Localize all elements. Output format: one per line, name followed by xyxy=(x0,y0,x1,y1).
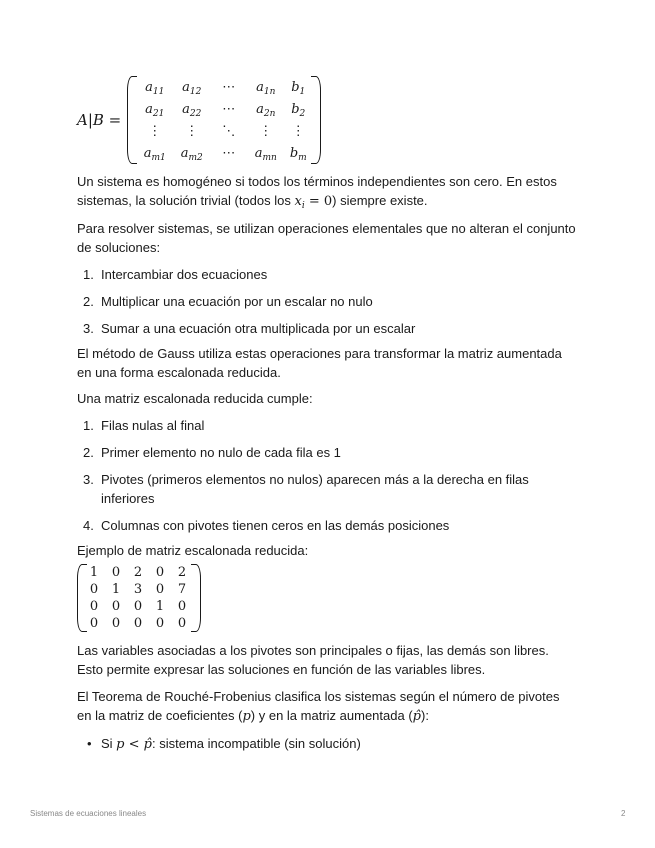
augmented-matrix xyxy=(127,76,321,164)
matrix-cell: $a_{m2}$ xyxy=(180,145,203,163)
gauss-paragraph: El método de Gauss utiliza estas operaciones para transformar la matriz aumentada en una forma escalonada reducida. xyxy=(77,346,562,380)
matrix-cell: $b_2$ xyxy=(291,101,306,119)
matrix-cell: $a_{12}$ xyxy=(182,79,202,97)
matrix-cell: $a_{2n}$ xyxy=(256,101,276,119)
matrix-cell: 1 xyxy=(155,599,165,614)
augmented-matrix-block xyxy=(77,74,577,166)
list-item: • Si p < p̂: sistema incompatible (sin solución) xyxy=(87,736,361,752)
matrix-cell: 2 xyxy=(177,565,187,580)
matrix-cell: ⋮ xyxy=(185,123,199,139)
matrix-row xyxy=(136,142,312,164)
matrix-cell: $a_{22}$ xyxy=(182,101,202,119)
list-item: 2. Primer elemento no nulo de cada fila es 1 xyxy=(83,445,341,460)
matrix-cell: ⋱ xyxy=(222,123,236,139)
matrix-row xyxy=(83,615,193,632)
matrix-cell: ⋯ xyxy=(222,101,236,117)
matrix-row xyxy=(136,120,312,142)
matrix-cell: 0 xyxy=(89,616,99,631)
matrix-cell: 0 xyxy=(111,616,121,631)
matrix-cell: ⋯ xyxy=(222,79,236,95)
elementary-ops-list xyxy=(77,265,577,338)
matrix-cell: 0 xyxy=(133,599,143,614)
matrix-cell: $a_{mn}$ xyxy=(254,145,277,163)
example-intro: Ejemplo de matriz escalonada reducida: xyxy=(77,543,309,558)
matrix-row xyxy=(83,598,193,615)
footer-title: Sistemas de ecuaciones lineales xyxy=(30,809,147,818)
matrix-cell: $b_1$ xyxy=(291,79,306,97)
matrix-cell: 3 xyxy=(133,582,143,597)
variables-paragraph: Las variables asociadas a los pivotes son principales o fijas, las demás son libres. Esto permite expresar las soluciones en función de las variables libres. xyxy=(77,643,549,677)
rouche-cases-list xyxy=(77,734,577,754)
matrix-cell: ⋮ xyxy=(148,123,162,139)
reduced-echelon-conditions xyxy=(77,416,577,535)
matrix-cell: 0 xyxy=(89,599,99,614)
matrix-cell: 0 xyxy=(177,616,187,631)
matrix-cell: 2 xyxy=(133,565,143,580)
reduced-echelon-intro: Una matriz escalonada reducida cumple: xyxy=(77,391,313,406)
matrix-cell: 7 xyxy=(177,582,187,597)
matrix-row xyxy=(83,581,193,598)
homogeneous-paragraph: Un sistema es homogéneo si todos los términos independientes son cero. En estos sistemas, la solución trivial (todos los $x_i = 0$) siempre existe. xyxy=(77,174,557,211)
matrix-cell: ⋮ xyxy=(291,123,305,139)
matrix-cell: $a_{11}$ xyxy=(145,79,165,97)
matrix-label: A|B = xyxy=(77,111,122,129)
matrix-cell: 0 xyxy=(111,599,121,614)
page-number: 2 xyxy=(621,809,626,818)
list-item: 4. Columnas con pivotes tienen ceros en las demás posiciones xyxy=(83,518,450,533)
matrix-cell: 0 xyxy=(133,616,143,631)
matrix-row xyxy=(83,564,193,581)
list-item: 1. Intercambiar dos ecuaciones xyxy=(83,267,268,282)
matrix-cell: $a_{1n}$ xyxy=(256,79,276,97)
matrix-cell: $a_{m1}$ xyxy=(143,145,166,163)
example-matrix xyxy=(77,564,201,632)
page-content xyxy=(77,72,577,754)
matrix-cell: 0 xyxy=(155,565,165,580)
matrix-cell: 1 xyxy=(111,582,121,597)
matrix-cell: 0 xyxy=(89,582,99,597)
matrix-cell: ⋯ xyxy=(222,145,236,161)
list-item: 1. Filas nulas al final xyxy=(83,418,205,433)
list-item: 3. Pivotes (primeros elementos no nulos) aparecen más a la derecha en filas inferiores xyxy=(83,472,529,506)
matrix-row xyxy=(136,98,312,120)
matrix-cell: 0 xyxy=(155,616,165,631)
elementary-ops-intro: Para resolver sistemas, se utilizan operaciones elementales que no alteran el conjunto de soluciones: xyxy=(77,221,576,255)
list-item: 3. Sumar a una ecuación otra multiplicada por un escalar xyxy=(83,321,416,336)
matrix-cell: $a_{21}$ xyxy=(145,101,165,119)
matrix-row xyxy=(136,76,312,98)
matrix-cell: 1 xyxy=(89,565,99,580)
matrix-cell: $b_m$ xyxy=(289,145,307,163)
matrix-cell: 0 xyxy=(177,599,187,614)
matrix-cell: ⋮ xyxy=(259,123,273,139)
rouche-paragraph: El Teorema de Rouché-Frobenius clasifica los sistemas según el número de pivotes en la matriz de coeficientes (p) y en la matriz aumentada (p̂): xyxy=(77,689,560,724)
matrix-cell: 0 xyxy=(111,565,121,580)
matrix-cell: 0 xyxy=(155,582,165,597)
list-item: 2. Multiplicar una ecuación por un escalar no nulo xyxy=(83,294,373,309)
